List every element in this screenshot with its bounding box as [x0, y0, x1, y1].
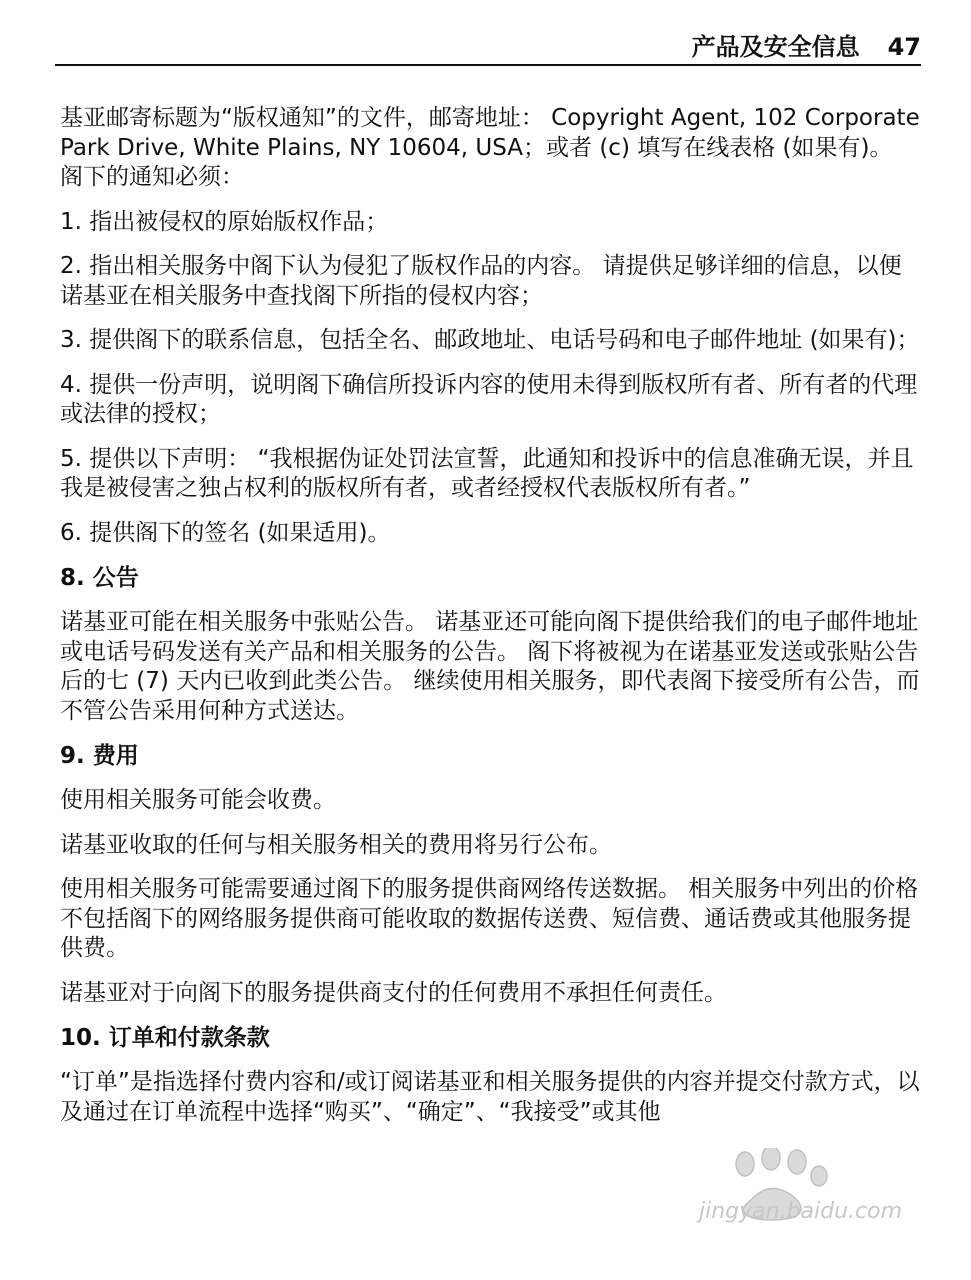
- paragraph-fees-1: 使用相关服务可能会收费。: [60, 787, 336, 813]
- paragraph-orders: “订单”是指选择付费内容和/或订阅诺基亚和相关服务提供的内容并提交付款方式，以及通过在订单流程中选择“购买”、“确定”、“我接受”或其他: [60, 1069, 920, 1125]
- watermark-text: jingyan.baidu.com: [699, 1199, 903, 1224]
- paragraph-fees-2: 诺基亚收取的任何与相关服务相关的费用将另行公布。: [60, 831, 612, 858]
- list-item-5: 5. 提供以下声明： “我根据伪证处罚法宣誓，此通知和投诉中的信息准确无误，并且我是被侵害之独占权利的版权所有者，或者经授权代表版权所有者。”: [60, 445, 914, 501]
- page-number: 47: [887, 33, 921, 61]
- section-heading-notices: 8. 公告: [60, 565, 139, 591]
- paragraph-fees-4: 诺基亚对于向阁下的服务提供商支付的任何费用不承担任何责任。: [60, 979, 727, 1006]
- paragraph-fees-3: 使用相关服务可能需要通过阁下的服务提供商网络传送数据。 相关服务中列出的价格不包括阁下的网络服务提供商可能收取的数据传送费、短信费、通话费或其他服务提供费。: [60, 876, 919, 961]
- paragraph-intro: 基亚邮寄标题为“版权通知”的文件，邮寄地址： Copyright Agent, 102 Corporate Park Drive, White Plains, NY 10604, USA；或者 (c) 填写在线表格 (如果有)。 阁下的通知必须：: [60, 105, 920, 190]
- list-item-2: 2. 指出相关服务中阁下认为侵犯了版权作品的内容。 请提供足够详细的信息，以便诺基亚在相关服务中查找阁下所指的侵权内容；: [60, 253, 902, 309]
- watermark: [659, 1148, 909, 1228]
- list-item-6: 6. 提供阁下的签名 (如果适用)。: [60, 519, 391, 546]
- page-header: [55, 30, 921, 66]
- header-title: 产品及安全信息: [691, 33, 860, 61]
- section-heading-fees: 9. 费用: [60, 743, 139, 769]
- paragraph-notices: 诺基亚可能在相关服务中张贴公告。 诺基亚还可能向阁下提供给我们的电子邮件地址或电话号码发送有关产品和相关服务的公告。 阁下将被视为在诺基亚发送或张贴公告后的七 (7) 天内已收到此类公告。 继续使用相关服务，即代表阁下接受所有公告，而不管公告采用何种方式送达。: [60, 609, 920, 724]
- section-heading-orders: 10. 订单和付款条款: [60, 1025, 270, 1051]
- document-body: [60, 104, 922, 1142]
- list-item-4: 4. 提供一份声明，说明阁下确信所投诉内容的使用未得到版权所有者、所有者的代理或法律的授权；: [60, 371, 918, 427]
- list-item-3: 3. 提供阁下的联系信息，包括全名、邮政地址、电话号码和电子邮件地址 (如果有)；: [60, 327, 920, 353]
- list-item-1: 1. 指出被侵权的原始版权作品；: [60, 208, 389, 235]
